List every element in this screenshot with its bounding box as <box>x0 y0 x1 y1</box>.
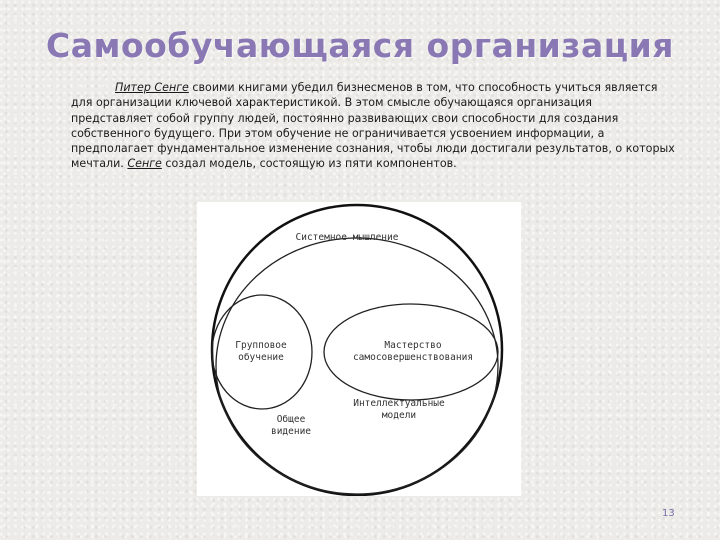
senge-model-diagram <box>197 202 521 496</box>
paragraph-text: мечтали. <box>71 157 128 171</box>
label-shared-vision-1: Общее <box>276 414 306 425</box>
label-team-learning-1: Групповое <box>235 340 287 351</box>
body-paragraph <box>71 80 683 172</box>
diagram-svg <box>197 202 521 496</box>
label-personal-mastery-1: Мастерство <box>384 340 442 351</box>
paragraph-text: своими книгами убедил бизнесменов в том, что способность учиться является <box>188 81 658 94</box>
page-number: 13 <box>662 508 675 519</box>
paragraph-line-2: для организации ключевой характеристикой. В этом смысле обучающаяся организация <box>71 96 592 110</box>
label-systems-thinking: Системное мышление <box>295 232 399 243</box>
paragraph-line-1 <box>71 80 683 95</box>
slide-title: Самообучающаяся организация <box>46 26 674 65</box>
author-name: Сенге <box>127 157 162 171</box>
label-team-learning-2: обучение <box>238 352 284 363</box>
author-name: Питер Сенге <box>115 81 189 94</box>
paragraph-line-4: собственного будущего. При этом обучение не ограничивается усвоением информации, а <box>71 126 605 140</box>
paragraph-text: создал модель, состоящую из пяти компонентов. <box>161 157 457 171</box>
label-personal-mastery-2: самосовершенствования <box>352 352 474 363</box>
label-shared-vision-2: видение <box>270 426 312 437</box>
label-mental-models-2: модели <box>381 410 417 421</box>
label-mental-models-1: Интеллектуальные <box>353 398 445 409</box>
paragraph-line-3: представляет собой группу людей, постоянно развивающих свои способности для создания <box>71 111 619 125</box>
paragraph-line-5: предполагает фундаментальное изменение сознания, чтобы люди достигали результатов, о которых <box>71 142 675 156</box>
paragraph-line-6 <box>71 156 683 171</box>
